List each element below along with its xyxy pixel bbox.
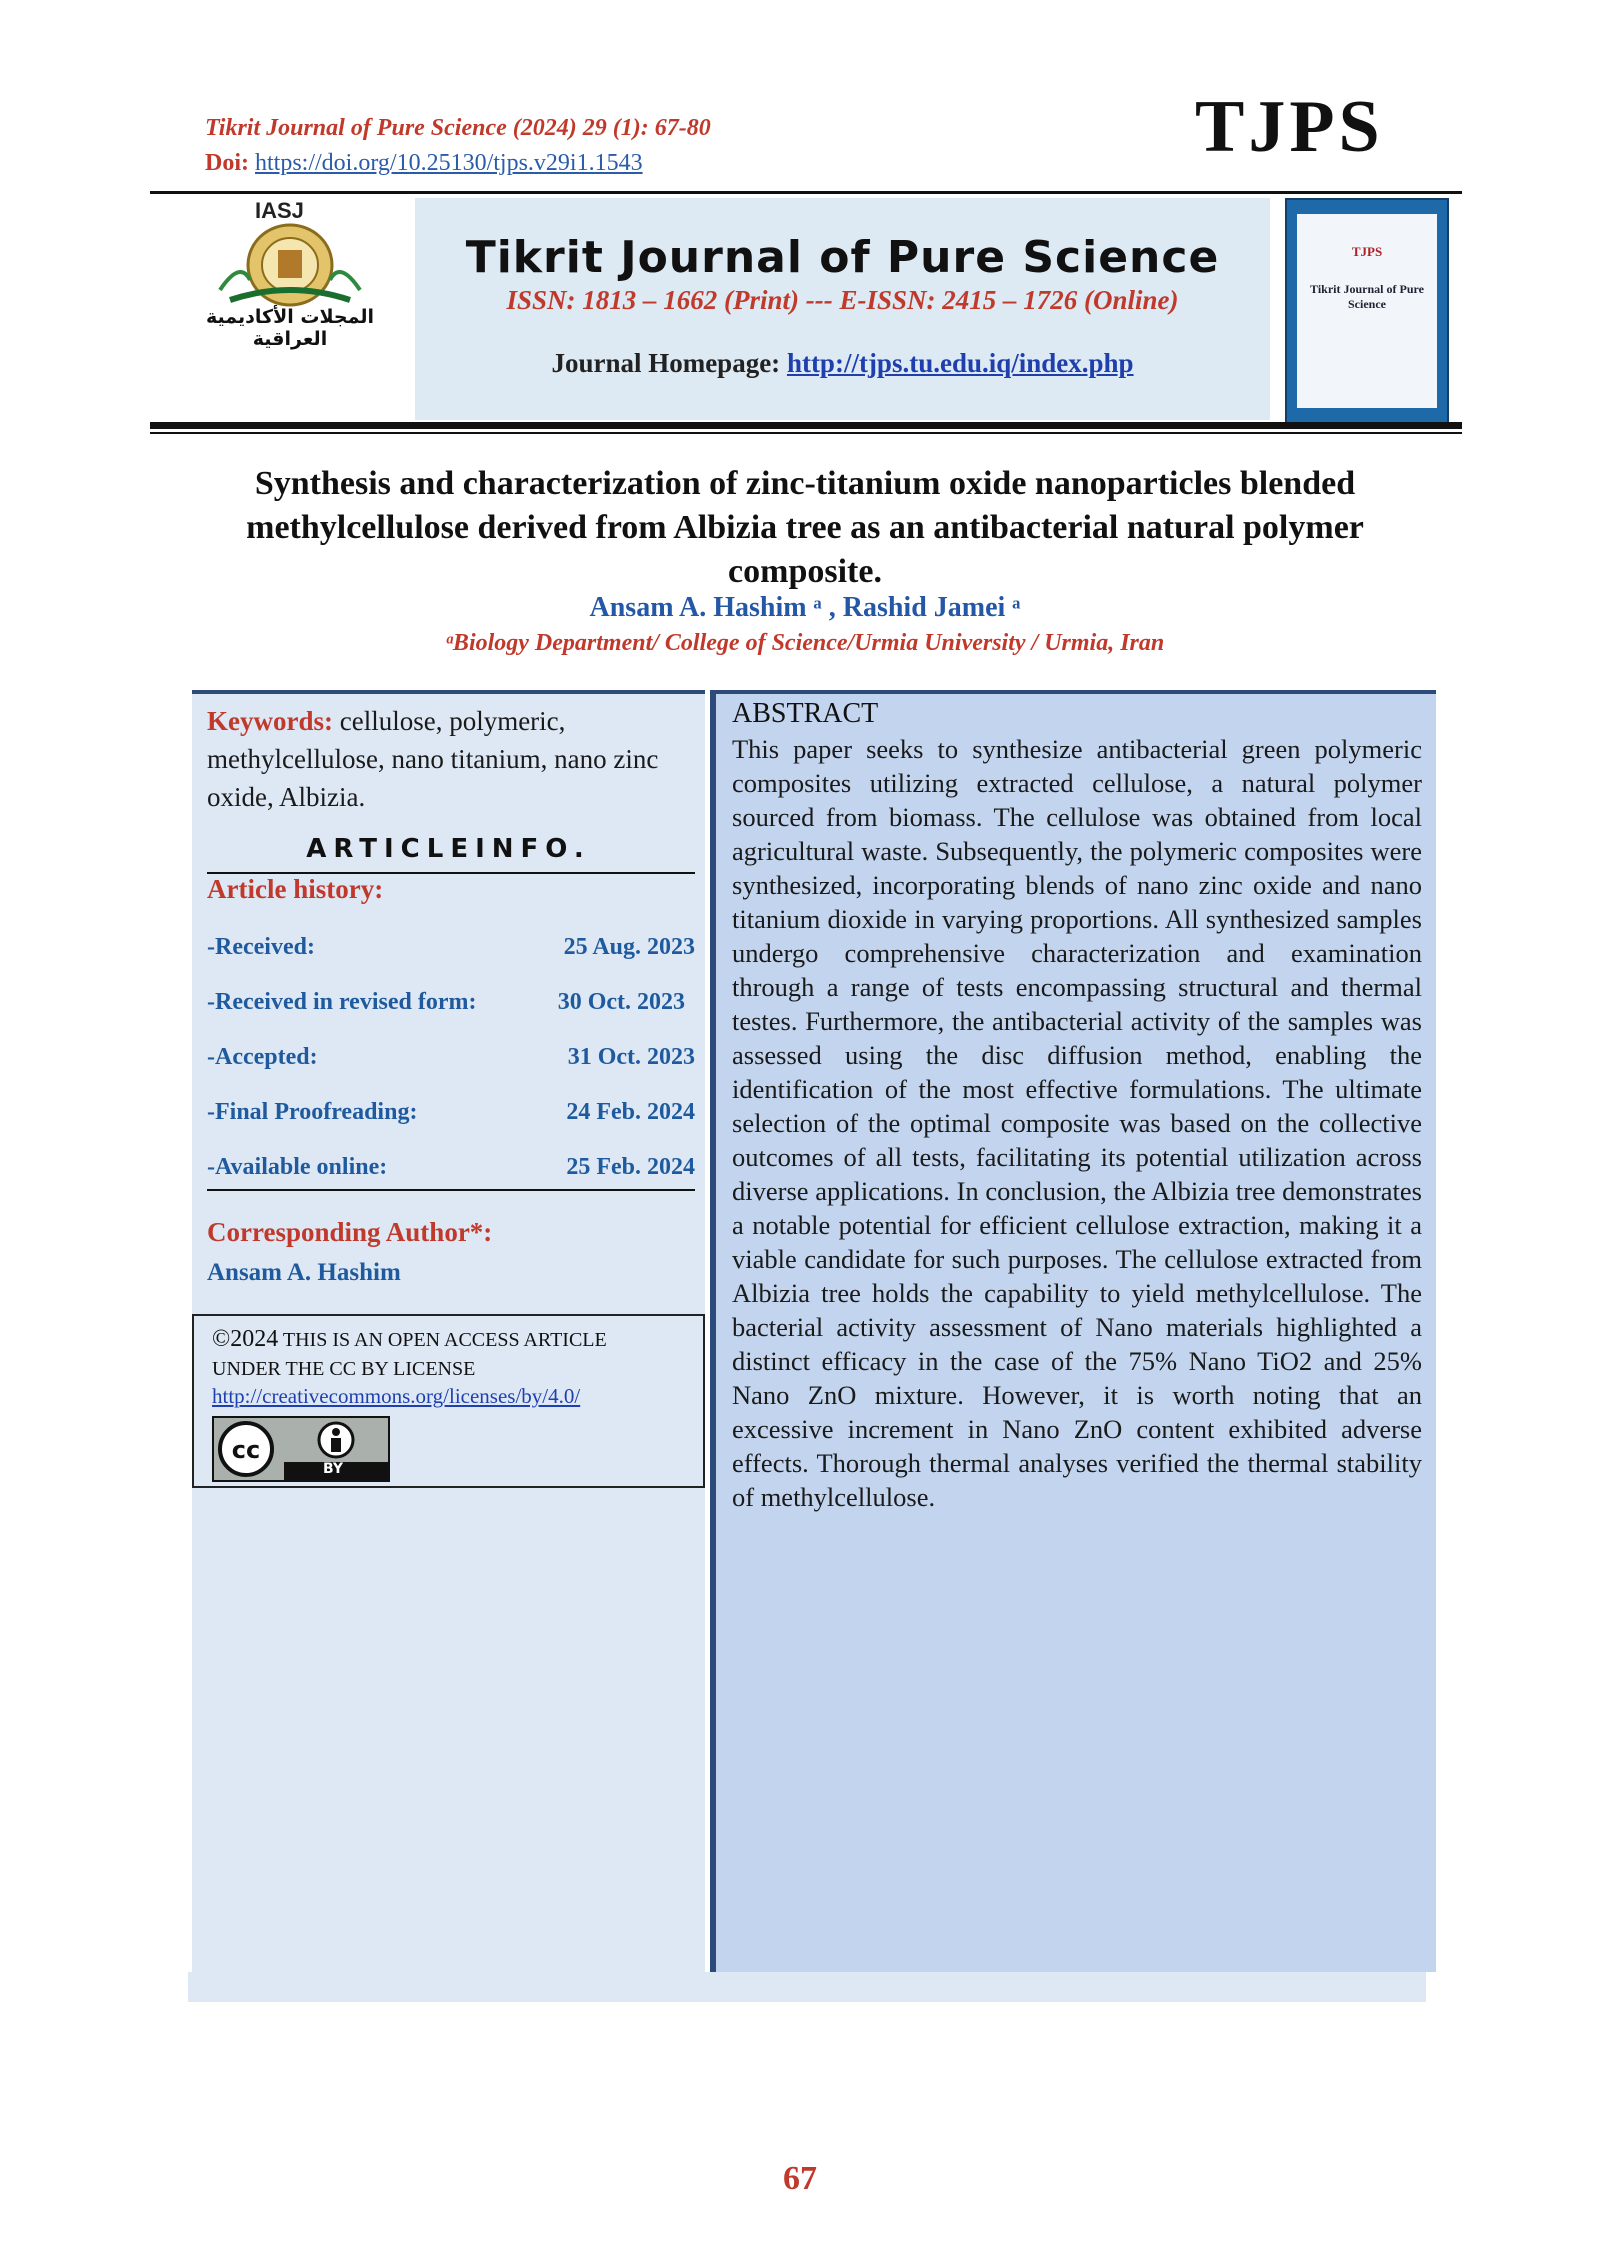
iasj-logo (170, 198, 410, 350)
history-label: -Received: (207, 934, 315, 960)
license-line-2: UNDER THE CC BY LICENSE (212, 1358, 476, 1380)
page-number: 67 (783, 2160, 817, 2197)
doi-line (205, 150, 643, 177)
article-info-panel (192, 690, 705, 1972)
abstract-heading: ABSTRACT (732, 698, 879, 729)
license-text-1: THIS IS AN OPEN ACCESS ARTICLE (278, 1329, 607, 1351)
article-history-label: Article history: (207, 874, 384, 904)
article-authors: Ansam A. Hashim ᵃ , Rashid Jamei ᵃ (589, 592, 1021, 623)
journal-brand: TJPS (1195, 86, 1384, 168)
history-divider (207, 1189, 695, 1191)
journal-banner (415, 198, 1270, 420)
homepage-label: Journal Homepage: (551, 348, 781, 378)
article-info-heading: ARTICLEINFO. (306, 834, 591, 864)
cc-by-badge[interactable] (212, 1416, 390, 1482)
history-row-revised (207, 989, 695, 1016)
keywords-list: cellulose, polymeric, methylcellulose, nano titanium, nano zinc oxide, Albizia. (207, 706, 659, 812)
license-link[interactable]: http://creativecommons.org/licenses/by/4.0/ (212, 1384, 581, 1408)
license-line-1 (212, 1326, 607, 1353)
iasj-label: IASJ (255, 198, 304, 223)
cover-title: TJPS (1351, 244, 1383, 259)
keywords-label: Keywords: (207, 706, 333, 736)
header-divider (150, 191, 1462, 194)
abstract-panel (710, 690, 1436, 1972)
article-title: Synthesis and characterization of zinc-titanium oxide nanoparticles blended methylcellulose derived from Albizia tree as an antibacterial natural polymer composite. (246, 465, 1364, 590)
history-label: -Accepted: (207, 1044, 318, 1070)
corresponding-author-name: Ansam A. Hashim (207, 1259, 401, 1286)
history-label: -Received in revised form: (207, 989, 477, 1015)
journal-name: Tikrit Journal of Pure Science (465, 232, 1220, 283)
cc-by-label: BY (323, 1461, 344, 1477)
license-box (192, 1314, 705, 1488)
history-row-proofreading (207, 1099, 695, 1126)
history-date: 25 Feb. 2024 (566, 1154, 695, 1180)
keywords (207, 702, 687, 816)
iasj-emblem-icon (190, 220, 390, 315)
history-row-accepted (207, 1044, 695, 1071)
journal-issn: ISSN: 1813 – 1662 (Print) --- E-ISSN: 2415 – 1726 (Online) (506, 285, 1179, 315)
history-label: -Available online: (207, 1154, 388, 1180)
corresponding-author-label: Corresponding Author*: (207, 1217, 493, 1247)
cover-subtitle: Tikrit Journal of Pure Science (1310, 282, 1424, 311)
svg-text:cc: cc (231, 1436, 261, 1464)
history-row-received (207, 934, 695, 961)
doi-link[interactable]: https://doi.org/10.25130/tjps.v29i1.1543 (255, 150, 643, 176)
journal-homepage (415, 348, 1270, 379)
history-date: 24 Feb. 2024 (566, 1099, 695, 1125)
license-year: ©2024 (212, 1326, 279, 1352)
journal-citation: Tikrit Journal of Pure Science (2024) 29 (1): 67-80 (205, 115, 711, 141)
history-date: 25 Aug. 2023 (563, 934, 695, 960)
abstract-text: This paper seeks to synthesize antibacterial green polymeric composites utilizing extracted cellulose, a natural polymer sourced from biomass. The cellulose was obtained from local agricultural waste. Subsequently, the polymeric composites were synthesized, incorporating blends of nano zinc oxide and nano titanium dioxide in varying proportions. All synthesized samples undergo comprehensive characterization and examination through a range of tests encompassing structural and thermal testes. Furthermore, the antibacterial activity of the samples was assessed using the disc diffusion method, enabling the identification of the most effective formulations. The ultimate selection of the optimal composite was based on the collective outcomes of all tests, facilitating its potential utilization across diverse applications. In conclusion, the Albizia tree demonstrates a notable potential for efficient cellulose extraction, making it a viable candidate for such purposes. The cellulose extracted from Albizia tree holds the capability to yield methylcellulose. The bacterial activity assessment of Nano materials highlighted a distinct efficacy in the case of the 75% Nano TiO2 and 25% Nano ZnO mixture. However, it is worth noting that an excessive increment in Nano ZnO content exhibited adverse effects. Thorough thermal analyses verified the thermal stability of methylcellulose. (732, 734, 1422, 1512)
banner-bottom-rule-thin (150, 432, 1462, 434)
homepage-link[interactable]: http://tjps.tu.edu.iq/index.php (786, 348, 1134, 378)
panel-footer-strip (188, 1972, 1426, 2002)
author-affiliation: ᵃBiology Department/ College of Science/Urmia University / Urmia, Iran (445, 630, 1165, 656)
banner-bottom-rule (150, 422, 1462, 429)
history-date: 31 Oct. 2023 (567, 1044, 695, 1070)
iasj-arabic-name: المجلات الأكاديمية العراقية (206, 306, 374, 350)
history-label: -Final Proofreading: (207, 1099, 418, 1125)
history-date: 30 Oct. 2023 (557, 989, 685, 1015)
doi-label: Doi: (205, 150, 249, 176)
journal-cover-thumbnail (1285, 198, 1449, 424)
history-row-online (207, 1154, 695, 1181)
